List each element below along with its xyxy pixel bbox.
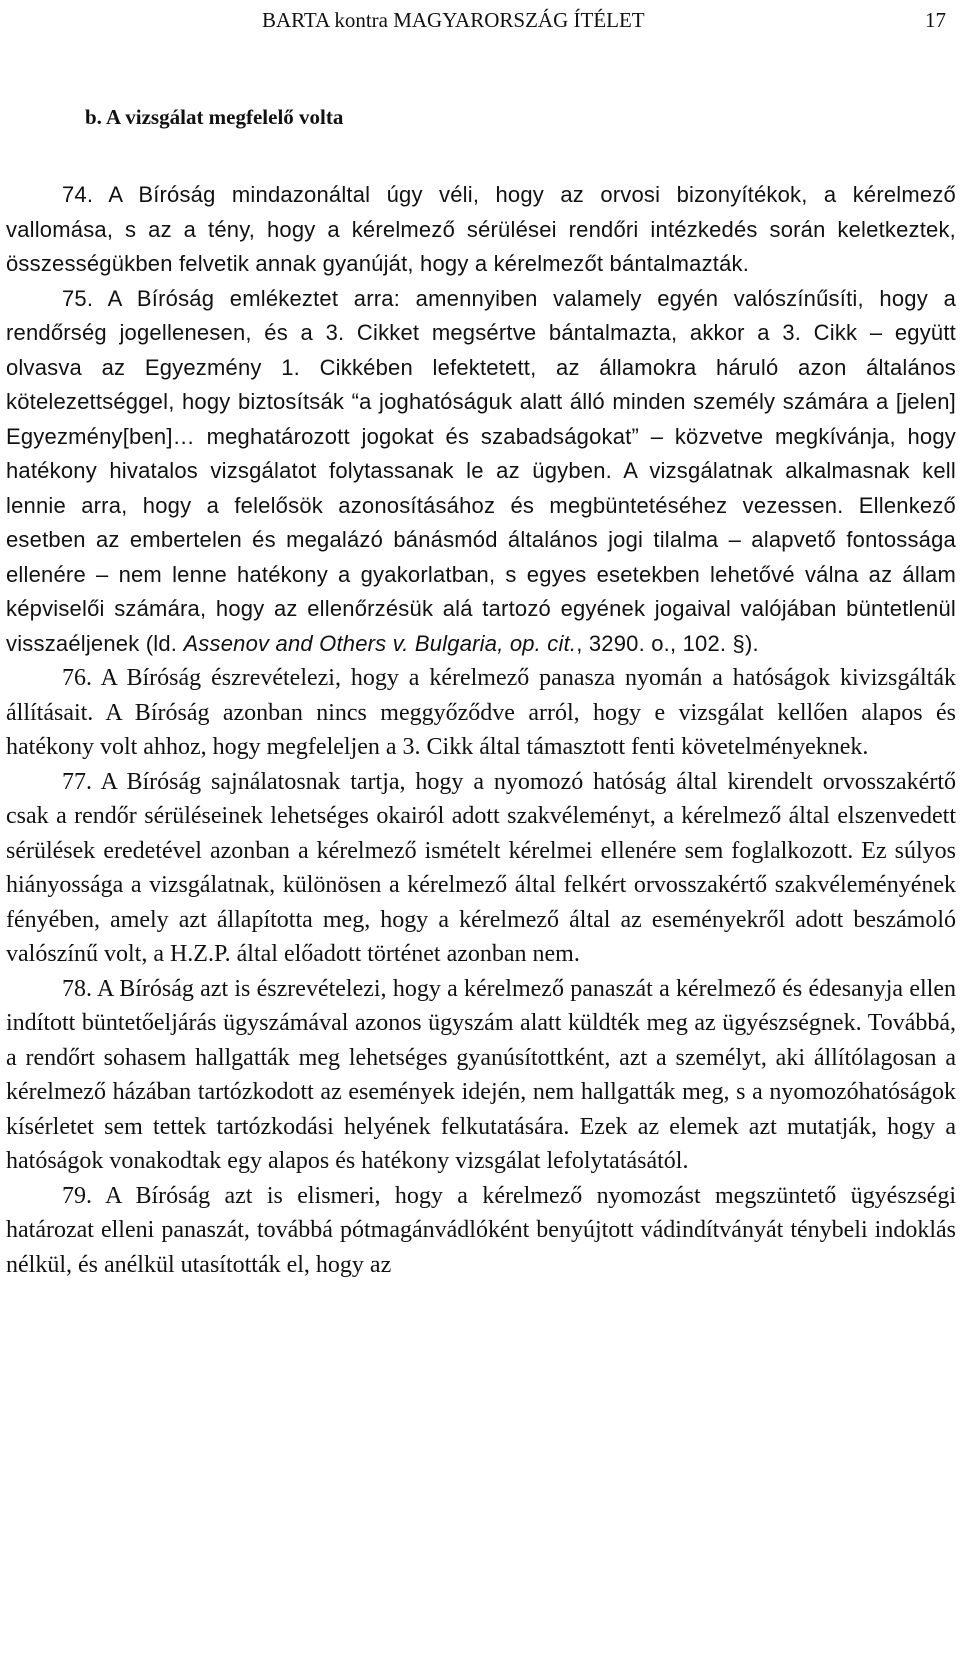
paragraph-text: A Bíróság emlékeztet arra: amennyiben valamely egyén valószínűsíti, hogy a rendőrség jogellenesen, és a 3. Cikket megsértve bántalmazta, akkor a 3. Cikk – együtt olvasva az Egyezmény 1. Cikkében lefektetett, az államokra háruló azon általános kötelezettséggel, hogy biztosítsák “a joghatóságuk alatt álló minden személy számára a [jelen] Egyezmény[ben]… meghatározott jogokat és szabadságokat” – közvetve megkívánja, hogy hatékony hivatalos vizsgálatot folytassanak le az ügyben. A vizsgálatnak alkalmasnak kell lennie arra, hogy a felelősök azonosításához és megbüntetéséhez vezessen. Ellenkező esetben az embertelen és megalázó bánásmód általános jogi tilalma – alapvető fontossága ellenére – nem lenne hatékony a gyakorlatban, s egyes esetekben lehetővé válna az állam képviselői számára, hogy az ellenőrzésük alá tartozó egyének jogaival valójában büntetlenül visszaéljenek (ld. [6, 285, 956, 656]
paragraph-number: 79. [62, 1182, 92, 1209]
paragraph-text: A Bíróság azt is észrevételezi, hogy a kérelmező panaszát a kérelmező és édesanyja ellen indított büntetőeljárás ügyszámával azonos ügyszám alatt küldték meg az ügyészségnek. Továbbá, a rendőrt sohasem hallgatták meg lehetséges gyanúsítottként, azt a személyt, aki állítólagosan a kérelmező házában tartózkodott az események idején, nem hallgatták meg, s a nyomozóhatóságok kísérletet sem tettek tartózkodási helyének felkutatására. Ezek az elemek azt mutatják, hogy a hatóságok vonakodtak egy alapos és hatékony vizsgálat lefolytatásától. [6, 975, 956, 1174]
page-number: 17 [925, 8, 946, 32]
paragraph-number: 76. [62, 665, 92, 691]
body-text [6, 178, 956, 1282]
paragraph-number: 77. [62, 768, 92, 795]
citation-tail: , 3290. o., 102. §). [576, 630, 759, 656]
paragraph-79 [6, 1179, 956, 1283]
paragraph-number: 78. [62, 975, 92, 1002]
paragraph-text: A Bíróság mindazonáltal úgy véli, hogy az orvosi bizonyítékok, a kérelmező vallomása, s az a tény, hogy a kérelmező sérülései rendőri intézkedés során keletkeztek, összességükben felvetik annak gyanúját, hogy a kérelmezőt bántalmazták. [6, 182, 956, 276]
paragraph-76 [6, 661, 956, 765]
paragraph-77 [6, 765, 956, 972]
paragraph-78 [6, 972, 956, 1179]
paragraph-number: 74. [62, 182, 94, 207]
paragraph-number: 75. [62, 285, 94, 311]
case-citation: Assenov and Others v. Bulgaria, op. cit. [183, 630, 577, 656]
section-heading: b. A vizsgálat megfelelő volta [85, 105, 344, 129]
paragraph-text: A Bíróság észrevételezi, hogy a kérelmező panasza nyomán a hatóságok kivizsgálták állításait. A Bíróság azonban nincs meggyőződve arról, hogy e vizsgálat kellően alapos és hatékony volt ahhoz, hogy megfeleljen a 3. Cikk által támasztott fenti követelményeknek. [6, 665, 956, 760]
paragraph-75 [6, 282, 956, 662]
paragraph-text: A Bíróság sajnálatosnak tartja, hogy a nyomozó hatóság által kirendelt orvosszakértő csak a rendőr sérüléseinek lehetséges okairól adott szakvéleményt, a kérelmező által elszenvedett sérülések eredetével azonban a kérelmező ismételt kérelmei ellenére sem foglalkozott. Ez súlyos hiányossága a vizsgálatnak, különösen a kérelmező által felkért orvosszakértő szakvéleményének fényében, amely azt állapította meg, hogy a kérelmező által az eseményekről adott beszámoló valószínű volt, a H.Z.P. által előadott történet azonban nem. [6, 768, 956, 967]
header-title: BARTA kontra MAGYARORSZÁG ÍTÉLET [262, 8, 645, 32]
paragraph-74 [6, 178, 956, 282]
paragraph-text: A Bíróság azt is elismeri, hogy a kérelmező nyomozást megszüntető ügyészségi határozat elleni panaszát, továbbá pótmagánvádlóként benyújtott vádindítványát ténybeli indoklás nélkül, és anélkül utasították el, hogy az [6, 1182, 956, 1278]
